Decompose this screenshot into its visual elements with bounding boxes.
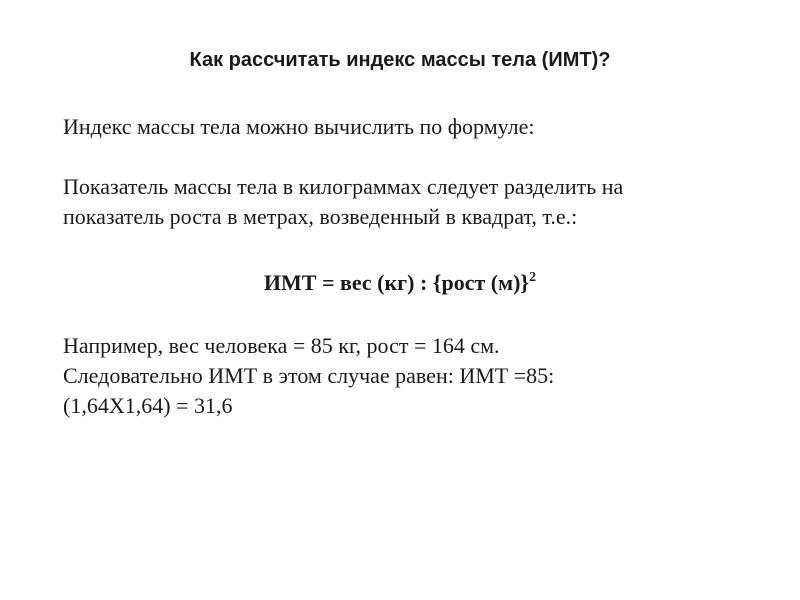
description-line: Показатель массы тела в килограммах следует разделить на <box>63 174 624 199</box>
example-line: (1,64Х1,64) = 31,6 <box>63 393 233 418</box>
example-paragraph <box>63 331 763 421</box>
slide-title: Как рассчитать индекс массы тела (ИМТ)? <box>189 49 611 71</box>
formula-exponent: 2 <box>529 270 537 285</box>
intro-text: Индекс массы тела можно вычислить по формуле: <box>63 114 535 139</box>
description-paragraph <box>63 172 763 232</box>
formula-text: ИМТ = вес (кг) : {рост (м)} <box>263 270 530 295</box>
example-line: Например, вес человека = 85 кг, рост = 164 см. <box>63 333 500 358</box>
example-line: Следовательно ИМТ в этом случае равен: ИМТ =85: <box>63 363 555 388</box>
description-line: показатель роста в метрах, возведенный в квадрат, т.е.: <box>63 204 578 229</box>
bmi-formula <box>0 268 800 298</box>
